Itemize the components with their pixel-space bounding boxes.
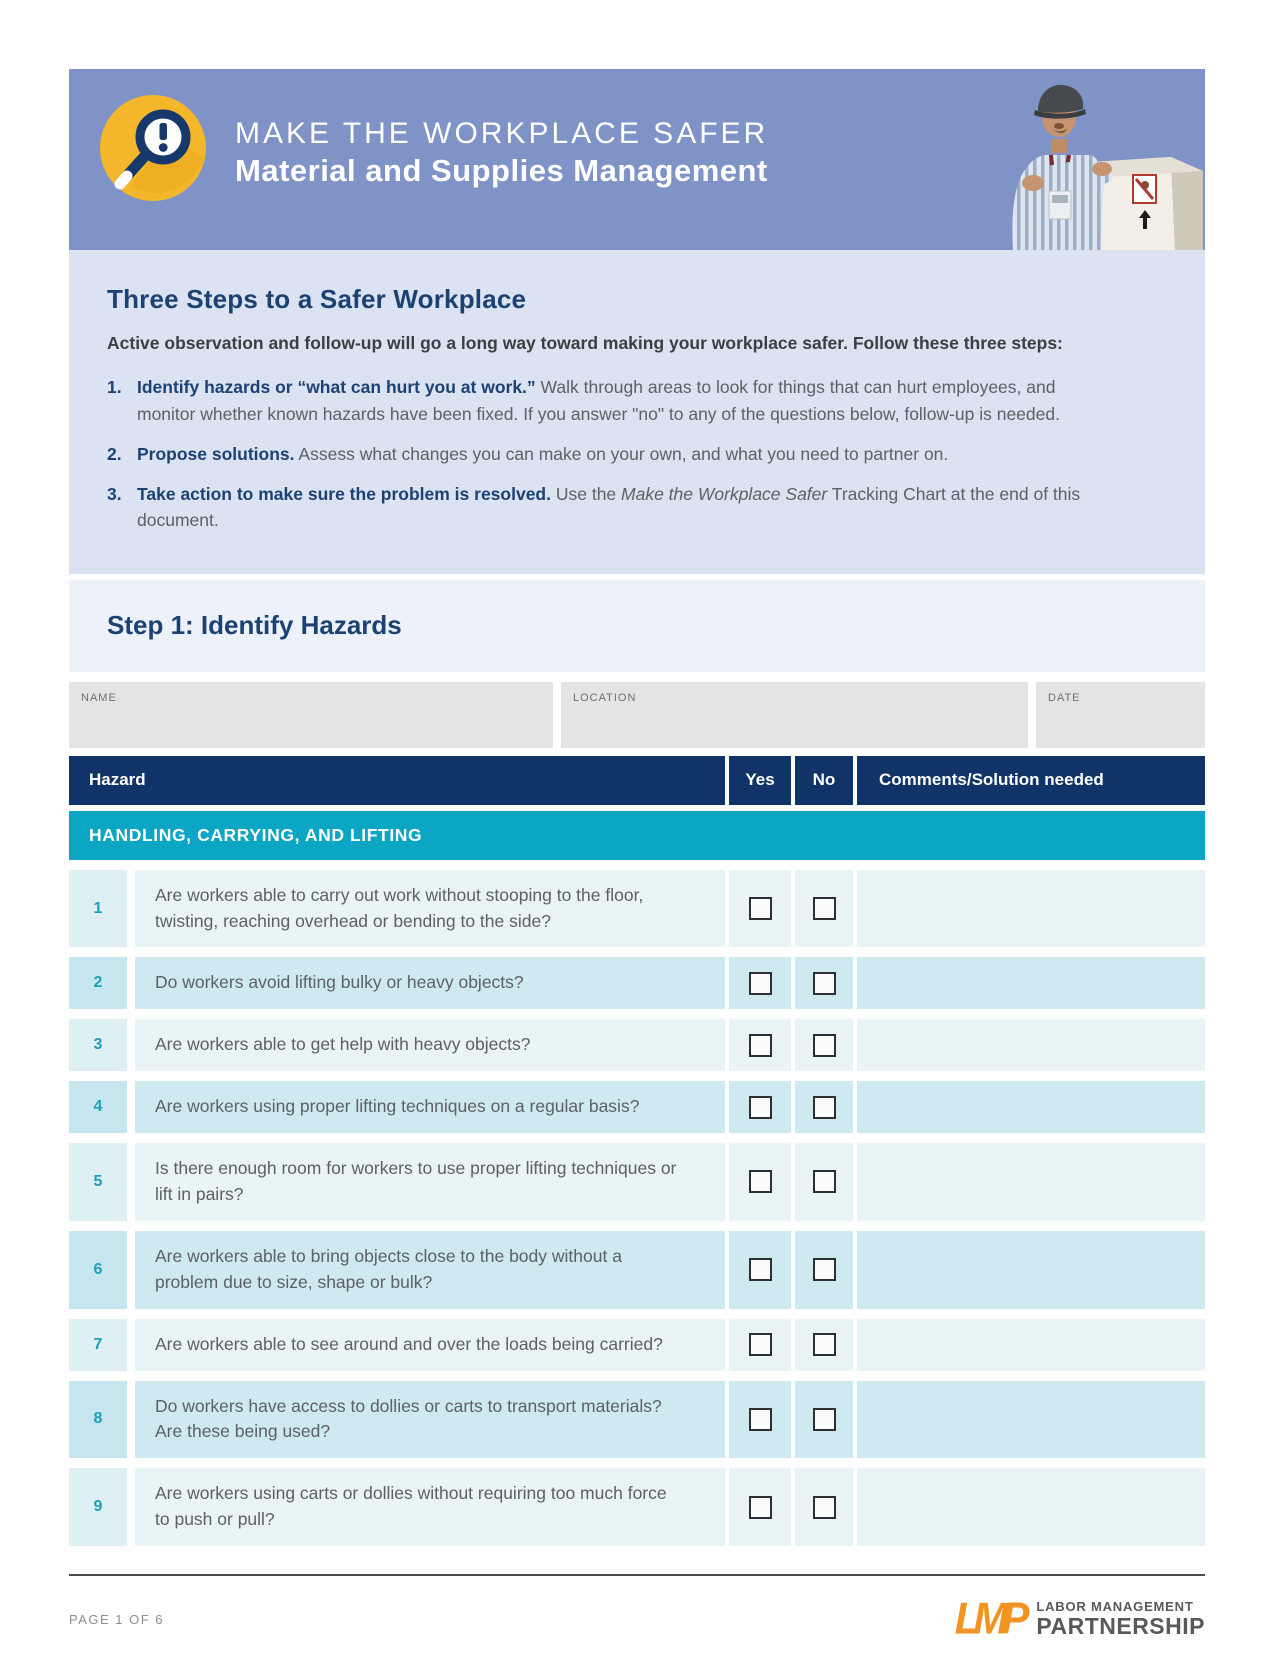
step-number: 2. bbox=[107, 443, 122, 464]
worker-photo bbox=[905, 69, 1205, 250]
location-field-label: LOCATION bbox=[573, 691, 637, 704]
hazard-table-header bbox=[69, 756, 1205, 805]
table-row bbox=[69, 1319, 1205, 1371]
no-checkbox[interactable] bbox=[813, 1408, 836, 1431]
comments-cell[interactable] bbox=[857, 1143, 1205, 1221]
no-checkbox[interactable] bbox=[813, 1496, 836, 1519]
hazard-question: Are workers able to see around and over the loads being carried? bbox=[135, 1319, 725, 1371]
list-item-step-1 bbox=[107, 374, 1135, 427]
page-title-line1: MAKE THE WORKPLACE SAFER bbox=[235, 117, 769, 150]
no-cell bbox=[795, 870, 853, 948]
step-bold-text: Propose solutions. bbox=[137, 443, 295, 464]
document-page bbox=[69, 0, 1205, 1644]
no-cell bbox=[795, 1319, 853, 1371]
no-cell bbox=[795, 1019, 853, 1071]
no-cell bbox=[795, 1081, 853, 1133]
step-number: 1. bbox=[107, 377, 122, 398]
row-number: 8 bbox=[69, 1381, 127, 1459]
three-steps-heading: Three Steps to a Safer Workplace bbox=[107, 284, 527, 314]
magnifier-alert-icon bbox=[100, 95, 206, 201]
lmp-logo-line1: LABOR MANAGEMENT bbox=[1036, 1598, 1194, 1614]
name-field-label: NAME bbox=[81, 691, 117, 704]
hazard-question: Do workers have access to dollies or carts to transport materials? Are these being used? bbox=[135, 1381, 725, 1459]
three-steps-section bbox=[69, 250, 1205, 574]
step-bold-text: Take action to make sure the problem is resolved. bbox=[137, 484, 551, 505]
table-row bbox=[69, 1081, 1205, 1133]
table-row bbox=[69, 957, 1205, 1009]
list-item-step-3 bbox=[107, 481, 1135, 534]
yes-cell bbox=[729, 957, 791, 1009]
hazard-question: Are workers using proper lifting techniques on a regular basis? bbox=[135, 1081, 725, 1133]
no-cell bbox=[795, 1143, 853, 1221]
comments-cell[interactable] bbox=[857, 870, 1205, 948]
yes-cell bbox=[729, 1381, 791, 1459]
location-field[interactable] bbox=[561, 682, 1028, 748]
row-number: 5 bbox=[69, 1143, 127, 1221]
yes-cell bbox=[729, 1143, 791, 1221]
no-checkbox[interactable] bbox=[813, 1333, 836, 1356]
lmp-logo bbox=[954, 1593, 1205, 1644]
step-plain-text: Assess what changes you can make on your own, and what you need to partner on. bbox=[294, 443, 949, 464]
step1-heading: Step 1: Identify Hazards bbox=[107, 610, 402, 641]
yes-cell bbox=[729, 1468, 791, 1546]
header-titles bbox=[235, 117, 768, 190]
yes-checkbox[interactable] bbox=[749, 1496, 772, 1519]
hazard-question: Are workers using carts or dollies without requiring too much force to push or pull? bbox=[135, 1468, 725, 1546]
comments-cell[interactable] bbox=[857, 1319, 1205, 1371]
hazard-question: Are workers able to carry out work without stooping to the floor, twisting, reaching overhead or bending to the side? bbox=[135, 870, 725, 948]
no-cell bbox=[795, 1231, 853, 1309]
no-cell bbox=[795, 1381, 853, 1459]
row-number: 6 bbox=[69, 1231, 127, 1309]
yes-cell bbox=[729, 870, 791, 948]
column-header-yes: Yes bbox=[729, 756, 791, 805]
step-plain-text: Use the bbox=[550, 484, 622, 505]
hazard-question: Are workers able to bring objects close to the body without a problem due to size, shape or bulk? bbox=[135, 1231, 725, 1309]
document-header bbox=[69, 69, 1205, 250]
comments-cell[interactable] bbox=[857, 1019, 1205, 1071]
table-row bbox=[69, 870, 1205, 948]
row-number: 7 bbox=[69, 1319, 127, 1371]
step-plain-text: Tracking Chart at the end of this document. bbox=[137, 484, 1081, 531]
no-checkbox[interactable] bbox=[813, 1034, 836, 1057]
no-checkbox[interactable] bbox=[813, 897, 836, 920]
table-row bbox=[69, 1468, 1205, 1546]
comments-cell[interactable] bbox=[857, 957, 1205, 1009]
no-checkbox[interactable] bbox=[813, 1170, 836, 1193]
yes-cell bbox=[729, 1319, 791, 1371]
step-plain-text: Walk through areas to look for things that can hurt employees, and monitor whether known hazards have been fixed. If you answer "no" to any of the questions below, follow-up is needed. bbox=[137, 377, 1060, 424]
table-row bbox=[69, 1381, 1205, 1459]
no-checkbox[interactable] bbox=[813, 1258, 836, 1281]
step-text bbox=[137, 481, 1135, 534]
yes-cell bbox=[729, 1231, 791, 1309]
column-header-comments: Comments/Solution needed bbox=[857, 756, 1205, 805]
step-italic-text: Make the Workplace Safer bbox=[621, 484, 828, 505]
table-row bbox=[69, 1143, 1205, 1221]
row-number: 3 bbox=[69, 1019, 127, 1071]
table-row bbox=[69, 1019, 1205, 1071]
comments-cell[interactable] bbox=[857, 1468, 1205, 1546]
comments-cell[interactable] bbox=[857, 1081, 1205, 1133]
yes-checkbox[interactable] bbox=[749, 1333, 772, 1356]
step-number: 3. bbox=[107, 484, 122, 505]
no-cell bbox=[795, 957, 853, 1009]
yes-checkbox[interactable] bbox=[749, 1034, 772, 1057]
page-title-line2: Material and Supplies Management bbox=[235, 152, 768, 188]
lmp-logo-text bbox=[1036, 1600, 1205, 1638]
hazard-question: Is there enough room for workers to use proper lifting techniques or lift in pairs? bbox=[135, 1143, 725, 1221]
date-field-label: DATE bbox=[1048, 691, 1081, 704]
page-number: PAGE 1 OF 6 bbox=[69, 1611, 165, 1627]
step-bold-text: Identify hazards or “what can hurt you at work.” bbox=[137, 377, 536, 398]
lmp-monogram-icon: LMP bbox=[954, 1593, 1023, 1644]
table-row bbox=[69, 1231, 1205, 1309]
identification-fields bbox=[69, 682, 1205, 748]
step-text bbox=[137, 374, 1135, 427]
step-text bbox=[137, 441, 1135, 467]
yes-checkbox[interactable] bbox=[749, 1170, 772, 1193]
column-header-no: No bbox=[795, 756, 853, 805]
yes-checkbox[interactable] bbox=[749, 1258, 772, 1281]
hazard-question: Are workers able to get help with heavy objects? bbox=[135, 1019, 725, 1071]
yes-checkbox[interactable] bbox=[749, 972, 772, 995]
no-cell bbox=[795, 1468, 853, 1546]
comments-cell[interactable] bbox=[857, 1231, 1205, 1309]
row-number: 9 bbox=[69, 1468, 127, 1546]
comments-cell[interactable] bbox=[857, 1381, 1205, 1459]
page-footer bbox=[69, 1593, 1205, 1644]
row-number: 4 bbox=[69, 1081, 127, 1133]
yes-checkbox[interactable] bbox=[749, 897, 772, 920]
no-checkbox[interactable] bbox=[813, 1096, 836, 1119]
date-field[interactable] bbox=[1036, 682, 1205, 748]
yes-cell bbox=[729, 1081, 791, 1133]
yes-cell bbox=[729, 1019, 791, 1071]
name-field[interactable] bbox=[69, 682, 553, 748]
table-section-header: HANDLING, CARRYING, AND LIFTING bbox=[69, 811, 1205, 860]
lmp-logo-line2: PARTNERSHIP bbox=[1036, 1613, 1205, 1640]
three-steps-lead: Active observation and follow-up will go a long way toward making your workplace safer. Follow these three steps: bbox=[107, 333, 1063, 353]
no-checkbox[interactable] bbox=[813, 972, 836, 995]
row-number: 2 bbox=[69, 957, 127, 1009]
yes-checkbox[interactable] bbox=[749, 1096, 772, 1119]
yes-checkbox[interactable] bbox=[749, 1408, 772, 1431]
footer-divider bbox=[69, 1574, 1205, 1576]
row-number: 1 bbox=[69, 870, 127, 948]
step1-section bbox=[69, 580, 1205, 672]
list-item-step-2 bbox=[107, 441, 1135, 467]
hazard-question: Do workers avoid lifting bulky or heavy objects? bbox=[135, 957, 725, 1009]
column-header-hazard: Hazard bbox=[69, 756, 725, 805]
